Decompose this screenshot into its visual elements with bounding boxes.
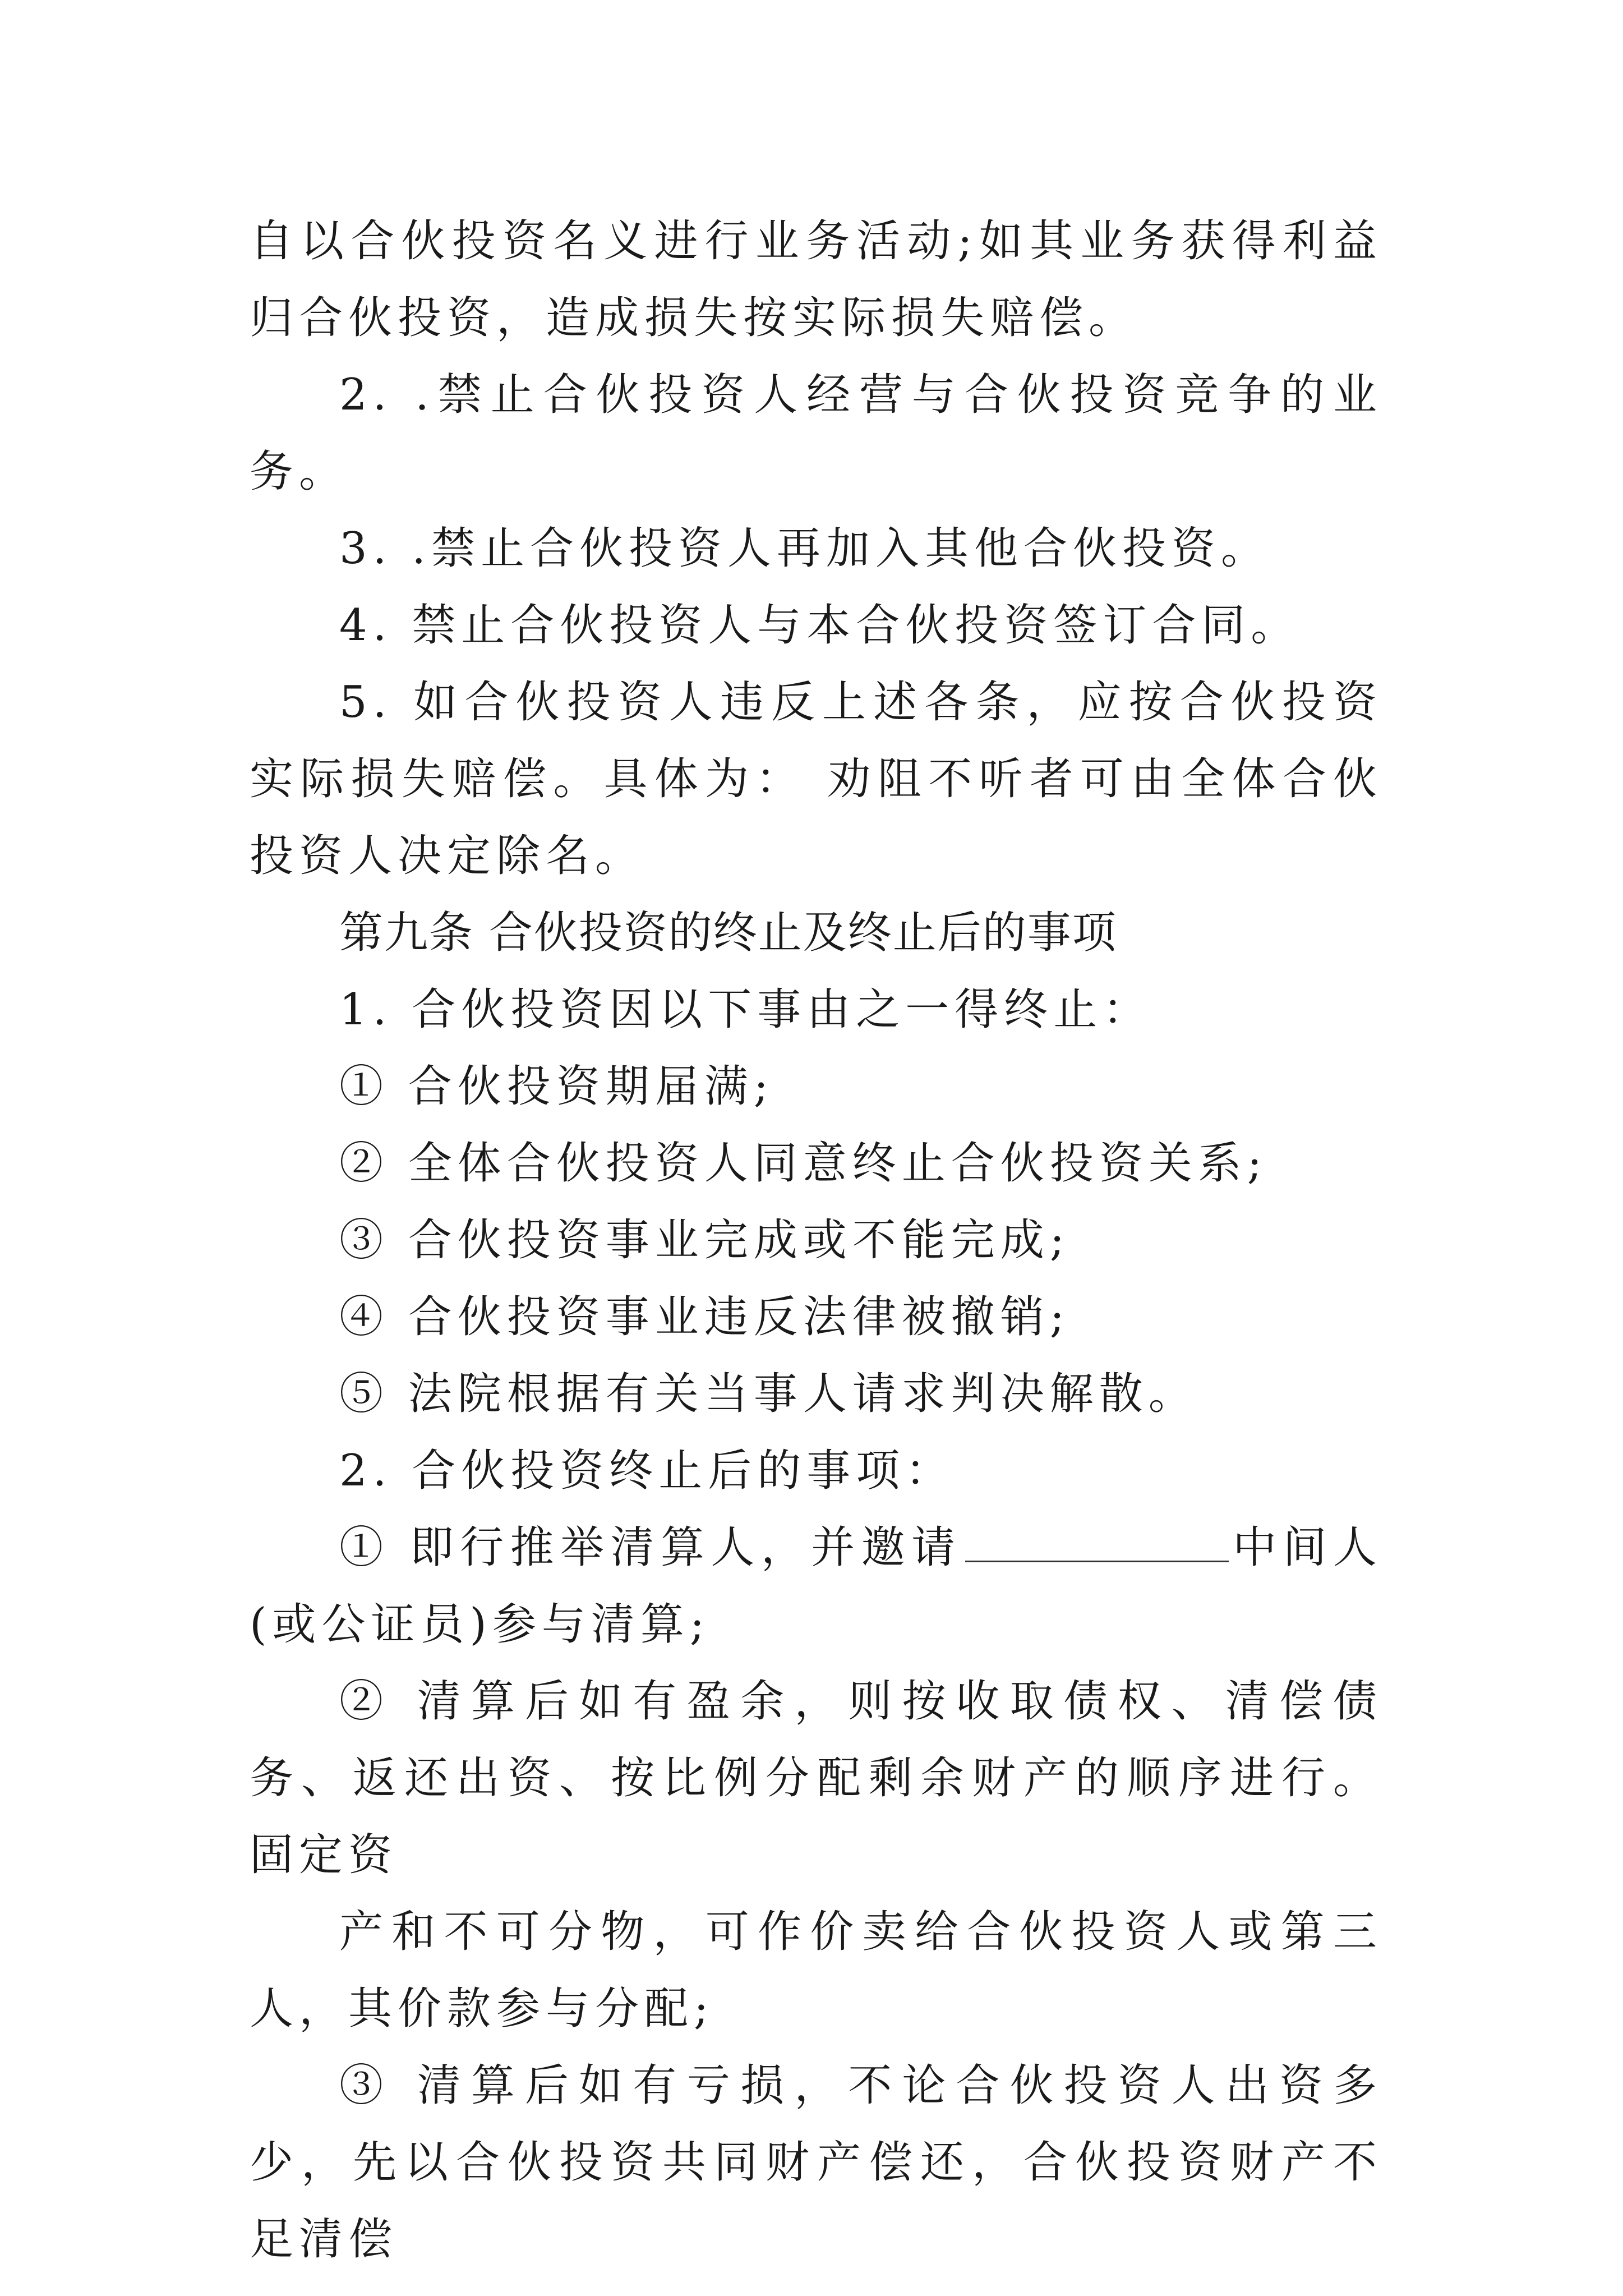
item-1-text-before: ① 即行推举清算人，并邀请 <box>339 1522 962 1573</box>
clause-item-5: 5. 如合伙投资人违反上述各条，应按合伙投资实际损失赔偿。具体为： 劝阻不听者可由全体合伙投资人决定除名。 <box>250 677 1382 881</box>
blank-fill-line <box>965 1521 1229 1562</box>
post-termination-item-3: ③ 清算后如有亏损，不论合伙投资人出资多少，先以合伙投资共同财产偿还，合伙投资财产不足清偿 <box>250 2060 1382 2265</box>
post-termination-item-2: ② 清算后如有盈余，则按收取债权、清偿债务、返还出资、按比例分配剩余财产的顺序进行。固定资 <box>250 1676 1382 1880</box>
termination-reason-1: ① 合伙投资期届满; <box>339 1061 774 1112</box>
termination-reason-5: ⑤ 法院根据有关当事人请求判决解散。 <box>339 1369 1198 1419</box>
article-nine-heading: 第九条 合伙投资的终止及终止后的事项 <box>339 908 1117 958</box>
document-body <box>250 203 1382 2278</box>
termination-reason-2: ② 全体合伙投资人同意终止合伙投资关系; <box>339 1138 1268 1189</box>
termination-reason-4: ④ 合伙投资事业违反法律被撤销; <box>339 1292 1071 1342</box>
post-termination-item-2-cont: 产和不可分物，可作价卖给合伙投资人或第三人，其价款参与分配; <box>250 1907 1382 2034</box>
clause-item-4: 4. 禁止合伙投资人与本合伙投资签订合同。 <box>339 600 1301 651</box>
post-termination-item-1 <box>250 1510 1382 1663</box>
termination-intro: 1. 合伙投资因以下事由之一得终止： <box>339 984 1152 1035</box>
item-1-text-after: 中间人(或公证员)参与清算; <box>250 1522 1382 1650</box>
clause-item-3: 3. .禁止合伙投资人再加入其他合伙投资。 <box>339 523 1271 574</box>
paragraph-continuation: 自以合伙投资名义进行业务活动;如其业务获得利益归合伙投资，造成损失按实际损失赔偿。 <box>250 216 1382 343</box>
clause-item-2: 2. .禁止合伙投资人经营与合伙投资竞争的业务。 <box>250 370 1382 497</box>
termination-reason-3: ③ 合伙投资事业完成或不能完成; <box>339 1215 1071 1266</box>
post-termination-intro: 2. 合伙投资终止后的事项： <box>339 1446 955 1496</box>
